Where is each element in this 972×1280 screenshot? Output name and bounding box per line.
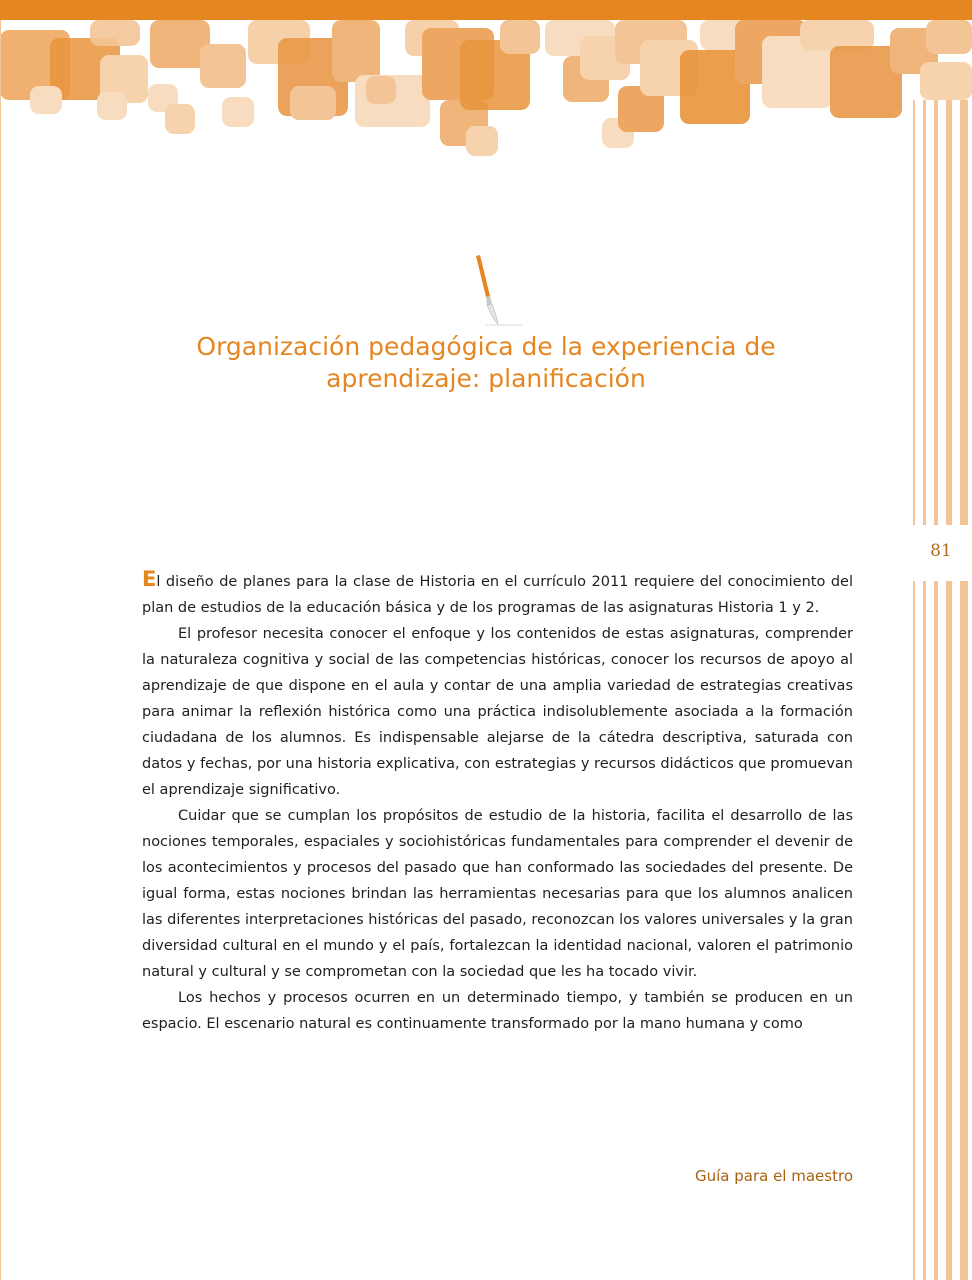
paragraph-1: [142, 566, 853, 621]
paragraph-2: El profesor necesita conocer el enfoque y los contenidos de estas asignaturas, comprender la naturaleza cognitiva y social de las competencias históricas, conocer los recursos de apoyo al aprendizaje de que dispone en el aula y contar de una amplia variedad de estrategias creativas para animar la reflexión histórica como una práctica indisolublemente asociada a la formación ciudadana de los alumnos. Es indispensable alejarse de la cátedra descriptiva, saturada con datos y fechas, por una historia explicativa, con estrategias y recursos didácticos que promuevan el aprendizaje significativo.: [142, 626, 853, 798]
paragraph-3: Cuidar que se cumplan los propósitos de estudio de la historia, facilita el desarrollo de las nociones temporales, espaciales y sociohistóricas fundamentales para comprender el devenir de los acontecimientos y procesos del pasado que han conformado las sociedades del presente. De igual forma, estas nociones brindan las herramientas necesarias para que los alumnos analicen las diferentes interpretaciones históricas del pasado, reconozcan los valores universales y la gran diversidad cultural en el mundo y el país, fortalezcan la identidad nacional, valoren el patrimonio natural y cultural y se comprometan con la sociedad que les ha tocado vivir.: [142, 808, 853, 980]
rounded-squares-pattern: [0, 0, 972, 170]
title-line-1: Organización pedagógica de la experiencia de: [196, 332, 776, 361]
left-margin-line: [0, 20, 1, 1280]
page-number: 81: [930, 541, 952, 561]
paintbrush-icon: [466, 252, 526, 330]
footer-guide-label: Guía para el maestro: [694, 1167, 853, 1185]
right-margin-stripes: [913, 100, 972, 1280]
body-text: [142, 566, 853, 1037]
page-title: [150, 331, 822, 395]
paragraph-4: Los hechos y procesos ocurren en un determinado tiempo, y también se producen en un espacio. El escenario natural es continuamente transformado por la mano humana y como: [142, 990, 853, 1032]
paragraph-1-text: l diseño de planes para la clase de Historia en el currículo 2011 requiere del conocimiento del plan de estudios de la educación básica y de los programas de las asignaturas Historia 1 y 2.: [142, 574, 853, 616]
title-line-2: aprendizaje: planificación: [326, 364, 646, 393]
drop-cap: E: [142, 567, 157, 591]
